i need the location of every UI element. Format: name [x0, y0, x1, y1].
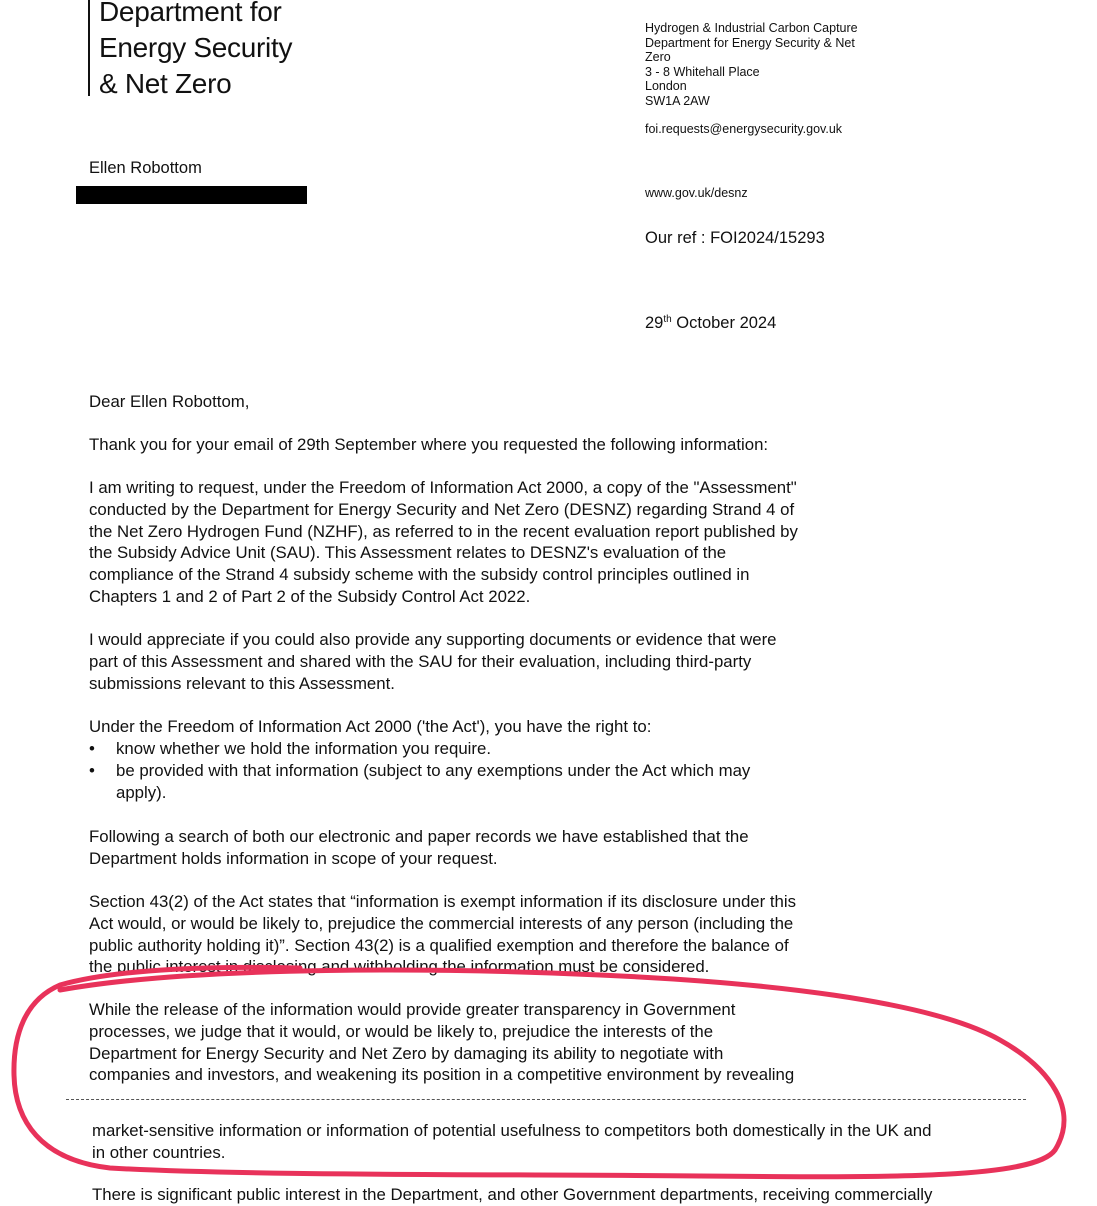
paragraph-line: the public interest in disclosing and withholding the information must be considered. — [89, 957, 710, 977]
address-line: Zero — [645, 50, 671, 64]
paragraph-line: Chapters 1 and 2 of Part 2 of the Subsidy Control Act 2022. — [89, 586, 531, 606]
paragraph-line: Department holds information in scope of your request. — [89, 848, 498, 868]
paragraph-line: companies and investors, and weakening its position in a competitive environment by revealing — [89, 1065, 795, 1085]
paragraph-line: compliance of the Strand 4 subsidy scheme with the subsidy control principles outlined in — [89, 565, 750, 585]
bullet-item — [89, 738, 889, 760]
paragraph-line: I would appreciate if you could also provide any supporting documents or evidence that were — [89, 630, 777, 649]
bullet-item — [89, 760, 889, 804]
department-line: Department for — [99, 0, 282, 27]
bullet-symbol: • — [89, 739, 95, 758]
redaction-bar — [76, 186, 307, 204]
supporting-paragraph — [89, 629, 909, 694]
paragraph-line: part of this Assessment and shared with the SAU for their evaluation, including third-party — [89, 651, 752, 671]
address-line: Hydrogen & Industrial Carbon Capture — [645, 21, 858, 35]
paragraph-line: submissions relevant to this Assessment. — [89, 673, 395, 693]
crest-rule — [88, 0, 90, 96]
bullet-text: apply). — [116, 783, 167, 802]
date-day: 29 — [645, 314, 664, 332]
address-line: London — [645, 79, 687, 93]
paragraph-line: market-sensitive information or information of potential usefulness to competitors both domestically in the UK and — [92, 1121, 932, 1140]
department-line: & Net Zero — [99, 68, 232, 99]
letter-date — [645, 314, 776, 333]
paragraph-line: the Subsidy Advice Unit (SAU). This Assessment relates to DESNZ's evaluation of the — [89, 543, 727, 563]
paragraph-line: the Net Zero Hydrogen Fund (NZHF), as referred to in the recent evaluation report published by — [89, 521, 798, 541]
next-paragraph-line: There is significant public interest in the Department, and other Government departments, receiving commercially — [92, 1185, 933, 1204]
highlighted-paragraph — [89, 999, 909, 1086]
page-break-line — [66, 1099, 1026, 1100]
paragraph-line: Section 43(2) of the Act states that “information is exempt information if its disclosure under this — [89, 892, 797, 911]
sender-website: www.gov.uk/desnz — [645, 186, 748, 200]
address-line: Department for Energy Security & Net — [645, 35, 855, 50]
paragraph-line: Following a search of both our electronic and paper records we have established that the — [89, 827, 749, 846]
paragraph-line: While the release of the information would provide greater transparency in Government — [89, 1000, 736, 1019]
paragraph-line: processes, we judge that it would, or would be likely to, prejudice the interests of the — [89, 1021, 714, 1041]
recipient-name: Ellen Robottom — [89, 159, 202, 177]
address-line: SW1A 2AW — [645, 93, 710, 108]
address-line: 3 - 8 Whitehall Place — [645, 64, 760, 79]
intro-paragraph: Thank you for your email of 29th September where you requested the following information: — [89, 435, 769, 454]
department-line: Energy Security — [99, 32, 293, 63]
date-suffix: th — [663, 314, 672, 325]
paragraph-line: conducted by the Department for Energy Security and Net Zero (DESNZ) regarding Strand 4 of — [89, 499, 795, 519]
sender-email: foi.requests@energysecurity.gov.uk — [645, 122, 843, 136]
rights-intro: Under the Freedom of Information Act 2000 ('the Act'), you have the right to: — [89, 717, 652, 736]
paragraph-line: Act would, or would be likely to, prejudice the commercial interests of any person (including the — [89, 913, 794, 933]
sender-address — [645, 21, 858, 108]
department-logo-text — [99, 0, 292, 102]
bullet-text: be provided with that information (subject to any exemptions under the Act which may — [116, 761, 751, 780]
bullet-text: know whether we hold the information you require. — [116, 739, 491, 758]
paragraph-line: public authority holding it)”. Section 43(2) is a qualified exemption and therefore the balance of — [89, 935, 789, 955]
request-paragraph — [89, 477, 909, 608]
continued-paragraph — [92, 1120, 1052, 1164]
date-month-year: October 2024 — [671, 314, 777, 332]
reference-number: Our ref : FOI2024/15293 — [645, 229, 825, 247]
salutation: Dear Ellen Robottom, — [89, 392, 250, 411]
search-paragraph — [89, 826, 909, 870]
bullet-symbol: • — [89, 761, 95, 780]
paragraph-line: Department for Energy Security and Net Zero by damaging its ability to negotiate with — [89, 1043, 724, 1063]
paragraph-line: I am writing to request, under the Freedom of Information Act 2000, a copy of the "Assessment" — [89, 478, 797, 497]
section-43-paragraph — [89, 891, 909, 978]
paragraph-line: in other countries. — [92, 1142, 226, 1162]
